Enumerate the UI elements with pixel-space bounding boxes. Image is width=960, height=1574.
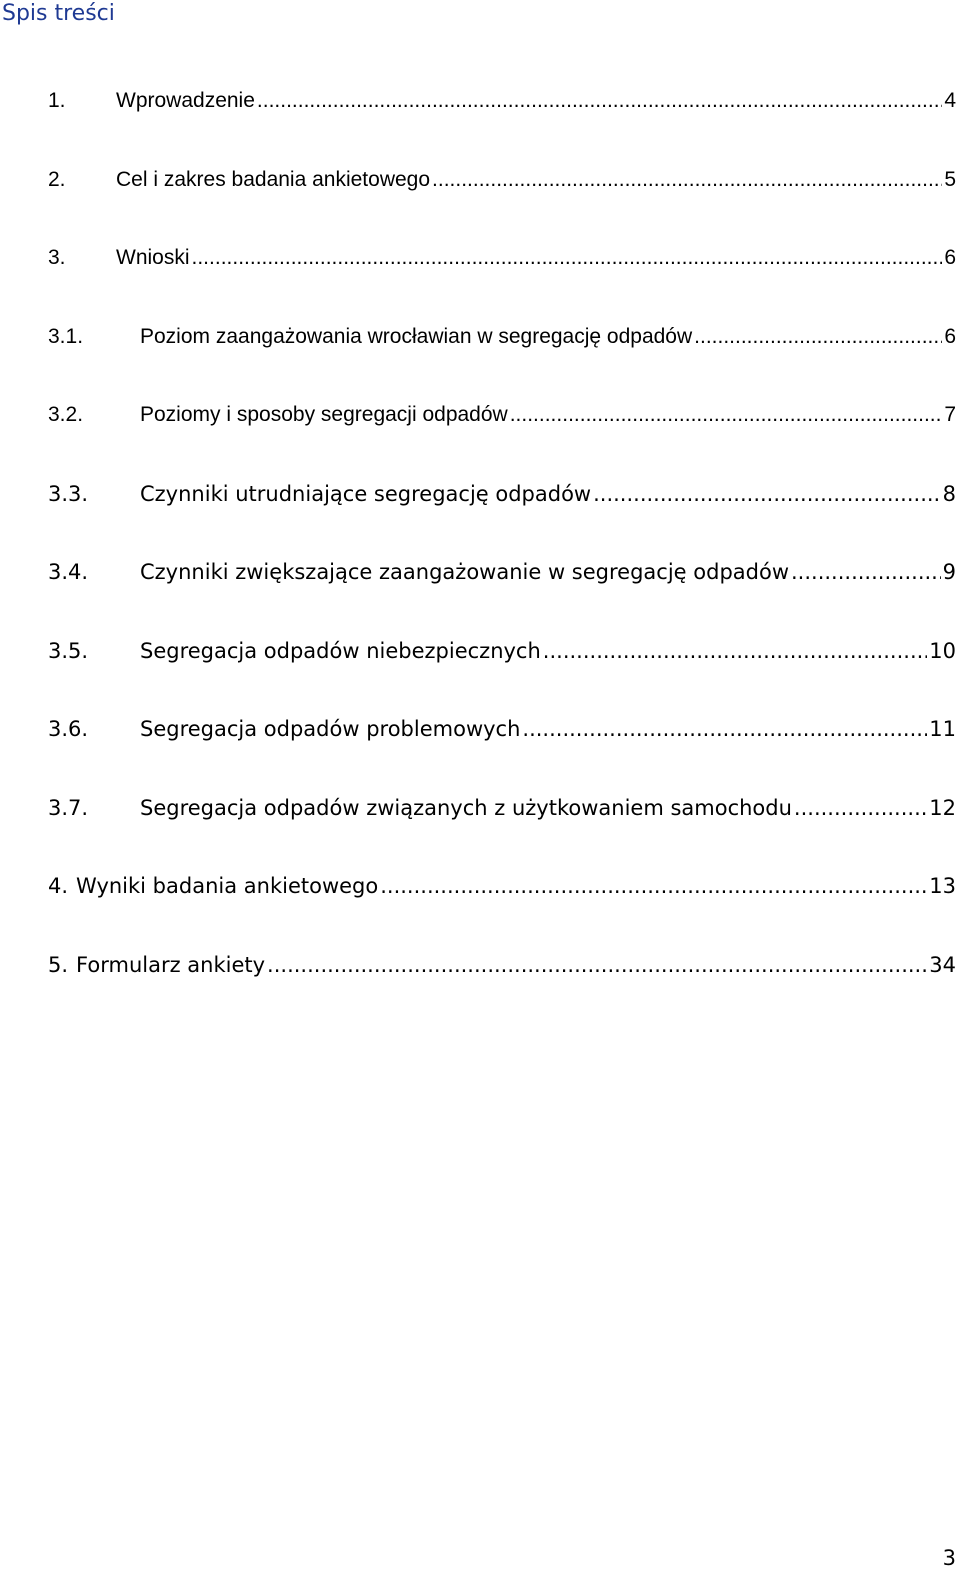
toc-entry-number: 4. bbox=[48, 874, 69, 898]
toc-entry-number: 3.1. bbox=[48, 325, 84, 348]
toc-entry[interactable] bbox=[48, 86, 956, 116]
page-number: 3 bbox=[942, 1546, 956, 1570]
toc-entry-number: 2. bbox=[48, 168, 66, 191]
toc-leader-dots bbox=[192, 243, 943, 273]
toc-entry-label: Wnioski bbox=[116, 246, 190, 269]
toc-entry-label: Segregacja odpadów niebezpiecznych bbox=[140, 639, 541, 663]
toc-entry-number: 5. bbox=[48, 953, 69, 977]
toc-entry[interactable] bbox=[48, 322, 956, 352]
toc-entry-page: 11 bbox=[929, 717, 956, 741]
toc-entry[interactable] bbox=[48, 557, 956, 587]
toc-leader-dots bbox=[510, 400, 943, 430]
toc-entry-number: 3.4. bbox=[48, 560, 89, 584]
toc-entry[interactable] bbox=[48, 400, 956, 430]
toc-entry-label: Wyniki badania ankietowego bbox=[76, 874, 379, 898]
toc-entry[interactable] bbox=[48, 714, 956, 744]
toc-entry-label: Segregacja odpadów związanych z użytkowaniem samochodu bbox=[140, 796, 792, 820]
toc-leader-dots bbox=[543, 636, 927, 666]
toc-leader-dots bbox=[267, 950, 927, 980]
toc-entry-label: Czynniki utrudniające segregację odpadów bbox=[140, 482, 592, 506]
toc-entry-page: 4 bbox=[944, 89, 956, 112]
toc-entry-page: 5 bbox=[944, 168, 956, 191]
toc-entry-label: Segregacja odpadów problemowych bbox=[140, 717, 521, 741]
toc-leader-dots bbox=[380, 871, 927, 901]
toc-entry[interactable] bbox=[48, 636, 956, 666]
toc-leader-dots bbox=[257, 86, 942, 116]
toc-leader-dots bbox=[694, 322, 942, 352]
toc-entry-page: 13 bbox=[929, 874, 956, 898]
toc-entry[interactable] bbox=[48, 950, 956, 980]
toc-entry-page: 6 bbox=[944, 246, 956, 269]
toc-entry-page: 7 bbox=[944, 403, 956, 426]
toc-leader-dots bbox=[522, 714, 927, 744]
toc-entry-page: 34 bbox=[929, 953, 956, 977]
toc-entry-label: Wprowadzenie bbox=[116, 89, 255, 112]
toc-entry-number: 3.7. bbox=[48, 796, 89, 820]
toc-leader-dots bbox=[794, 793, 927, 823]
toc-entry-label: Formularz ankiety bbox=[76, 953, 266, 977]
toc-entry[interactable] bbox=[48, 243, 956, 273]
toc-leader-dots bbox=[432, 165, 942, 195]
toc-entry-label: Poziom zaangażowania wrocławian w segregację odpadów bbox=[140, 325, 693, 348]
toc-entry-page: 9 bbox=[942, 560, 956, 584]
toc-entry-number: 1. bbox=[48, 89, 66, 112]
toc-leader-dots bbox=[791, 557, 941, 587]
toc-entry[interactable] bbox=[48, 793, 956, 823]
toc-entry-number: 3.5. bbox=[48, 639, 89, 663]
toc-entry[interactable] bbox=[48, 479, 956, 509]
toc-entry-page: 12 bbox=[929, 796, 956, 820]
toc-title: Spis treści bbox=[2, 1, 115, 26]
toc-entry[interactable] bbox=[48, 165, 956, 195]
toc-entry-page: 8 bbox=[942, 482, 956, 506]
toc-entry-page: 10 bbox=[929, 639, 956, 663]
toc-entry-number: 3.3. bbox=[48, 482, 89, 506]
toc-entry-number: 3. bbox=[48, 246, 66, 269]
toc-entry-number: 3.6. bbox=[48, 717, 89, 741]
toc-entry-page: 6 bbox=[944, 325, 956, 348]
toc-entry-number: 3.2. bbox=[48, 403, 84, 426]
toc-entry-label: Cel i zakres badania ankietowego bbox=[116, 168, 431, 191]
toc-leader-dots bbox=[593, 479, 941, 509]
toc-entry-label: Czynniki zwiększające zaangażowanie w segregację odpadów bbox=[140, 560, 789, 584]
toc-entry-label: Poziomy i sposoby segregacji odpadów bbox=[140, 403, 508, 426]
toc-entry[interactable] bbox=[48, 871, 956, 901]
